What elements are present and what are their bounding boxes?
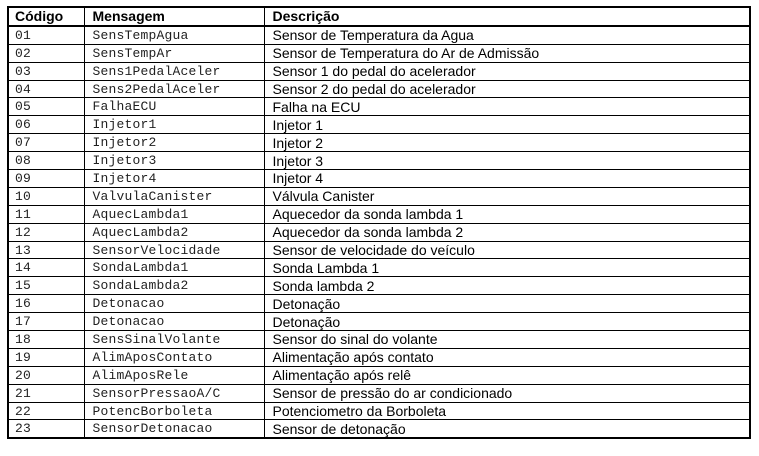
cell-mensagem: Sens1PedalAceler bbox=[84, 62, 264, 80]
cell-descricao: Sensor de velocidade do veículo bbox=[264, 241, 750, 259]
cell-mensagem: SensorDetonacao bbox=[84, 420, 264, 438]
table-row bbox=[8, 420, 750, 438]
cell-mensagem: Sens2PedalAceler bbox=[84, 80, 264, 98]
cell-descricao: Detonação bbox=[264, 295, 750, 313]
table-row bbox=[8, 98, 750, 116]
cell-codigo: 21 bbox=[8, 384, 84, 402]
table-row bbox=[8, 134, 750, 152]
cell-descricao: Injetor 4 bbox=[264, 170, 750, 188]
cell-codigo: 06 bbox=[8, 116, 84, 134]
cell-mensagem: SensSinalVolante bbox=[84, 331, 264, 349]
table-row bbox=[8, 44, 750, 62]
cell-mensagem: Injetor1 bbox=[84, 116, 264, 134]
cell-descricao: Injetor 2 bbox=[264, 134, 750, 152]
cell-codigo: 14 bbox=[8, 259, 84, 277]
cell-codigo: 03 bbox=[8, 62, 84, 80]
table-row bbox=[8, 170, 750, 188]
cell-codigo: 17 bbox=[8, 313, 84, 331]
cell-mensagem: SensorPressaoA/C bbox=[84, 384, 264, 402]
cell-mensagem: SensorVelocidade bbox=[84, 241, 264, 259]
cell-mensagem: SondaLambda1 bbox=[84, 259, 264, 277]
cell-codigo: 15 bbox=[8, 277, 84, 295]
cell-mensagem: AlimAposRele bbox=[84, 366, 264, 384]
cell-descricao: Detonação bbox=[264, 313, 750, 331]
cell-codigo: 11 bbox=[8, 205, 84, 223]
cell-codigo: 18 bbox=[8, 331, 84, 349]
cell-mensagem: SensTempAr bbox=[84, 44, 264, 62]
column-header-mensagem: Mensagem bbox=[84, 7, 264, 26]
table-row bbox=[8, 366, 750, 384]
cell-mensagem: Detonacao bbox=[84, 295, 264, 313]
cell-descricao: Injetor 3 bbox=[264, 152, 750, 170]
table-row bbox=[8, 348, 750, 366]
cell-codigo: 07 bbox=[8, 134, 84, 152]
cell-mensagem: Injetor2 bbox=[84, 134, 264, 152]
cell-codigo: 01 bbox=[8, 26, 84, 44]
cell-codigo: 04 bbox=[8, 80, 84, 98]
table-row bbox=[8, 187, 750, 205]
cell-descricao: Sonda Lambda 1 bbox=[264, 259, 750, 277]
table-row bbox=[8, 384, 750, 402]
cell-mensagem: Detonacao bbox=[84, 313, 264, 331]
fault-code-table bbox=[7, 6, 751, 439]
cell-codigo: 12 bbox=[8, 223, 84, 241]
table-row bbox=[8, 152, 750, 170]
table-row bbox=[8, 205, 750, 223]
cell-descricao: Sensor de pressão do ar condicionado bbox=[264, 384, 750, 402]
table-row bbox=[8, 223, 750, 241]
cell-mensagem: Injetor4 bbox=[84, 170, 264, 188]
cell-descricao: Sensor 2 do pedal do acelerador bbox=[264, 80, 750, 98]
cell-codigo: 23 bbox=[8, 420, 84, 438]
cell-codigo: 20 bbox=[8, 366, 84, 384]
table-row bbox=[8, 241, 750, 259]
cell-descricao: Injetor 1 bbox=[264, 116, 750, 134]
column-header-descricao: Descrição bbox=[264, 7, 750, 26]
cell-mensagem: AlimAposContato bbox=[84, 348, 264, 366]
cell-descricao: Sensor do sinal do volante bbox=[264, 331, 750, 349]
cell-codigo: 05 bbox=[8, 98, 84, 116]
cell-codigo: 16 bbox=[8, 295, 84, 313]
cell-mensagem: Injetor3 bbox=[84, 152, 264, 170]
cell-descricao: Sensor de Temperatura da Agua bbox=[264, 26, 750, 44]
cell-mensagem: PotencBorboleta bbox=[84, 402, 264, 420]
cell-codigo: 09 bbox=[8, 170, 84, 188]
table-body bbox=[8, 26, 750, 438]
table-row bbox=[8, 402, 750, 420]
table-row bbox=[8, 313, 750, 331]
cell-descricao: Alimentação após relê bbox=[264, 366, 750, 384]
table-header-row bbox=[8, 7, 750, 26]
cell-descricao: Alimentação após contato bbox=[264, 348, 750, 366]
column-header-codigo: Código bbox=[8, 7, 84, 26]
cell-mensagem: AquecLambda2 bbox=[84, 223, 264, 241]
cell-descricao: Válvula Canister bbox=[264, 187, 750, 205]
cell-mensagem: FalhaECU bbox=[84, 98, 264, 116]
cell-mensagem: AquecLambda1 bbox=[84, 205, 264, 223]
cell-descricao: Sonda lambda 2 bbox=[264, 277, 750, 295]
cell-descricao: Aquecedor da sonda lambda 1 bbox=[264, 205, 750, 223]
cell-descricao: Sensor de Temperatura do Ar de Admissão bbox=[264, 44, 750, 62]
cell-codigo: 22 bbox=[8, 402, 84, 420]
cell-descricao: Sensor 1 do pedal do acelerador bbox=[264, 62, 750, 80]
table-row bbox=[8, 331, 750, 349]
cell-mensagem: ValvulaCanister bbox=[84, 187, 264, 205]
table-row bbox=[8, 277, 750, 295]
cell-mensagem: SondaLambda2 bbox=[84, 277, 264, 295]
cell-descricao: Aquecedor da sonda lambda 2 bbox=[264, 223, 750, 241]
cell-codigo: 13 bbox=[8, 241, 84, 259]
cell-codigo: 10 bbox=[8, 187, 84, 205]
table-row bbox=[8, 26, 750, 44]
cell-mensagem: SensTempAgua bbox=[84, 26, 264, 44]
cell-descricao: Falha na ECU bbox=[264, 98, 750, 116]
table-row bbox=[8, 295, 750, 313]
table-row bbox=[8, 80, 750, 98]
cell-codigo: 19 bbox=[8, 348, 84, 366]
cell-codigo: 02 bbox=[8, 44, 84, 62]
table-row bbox=[8, 116, 750, 134]
cell-descricao: Potenciometro da Borboleta bbox=[264, 402, 750, 420]
cell-codigo: 08 bbox=[8, 152, 84, 170]
table-row bbox=[8, 62, 750, 80]
table-row bbox=[8, 259, 750, 277]
cell-descricao: Sensor de detonação bbox=[264, 420, 750, 438]
